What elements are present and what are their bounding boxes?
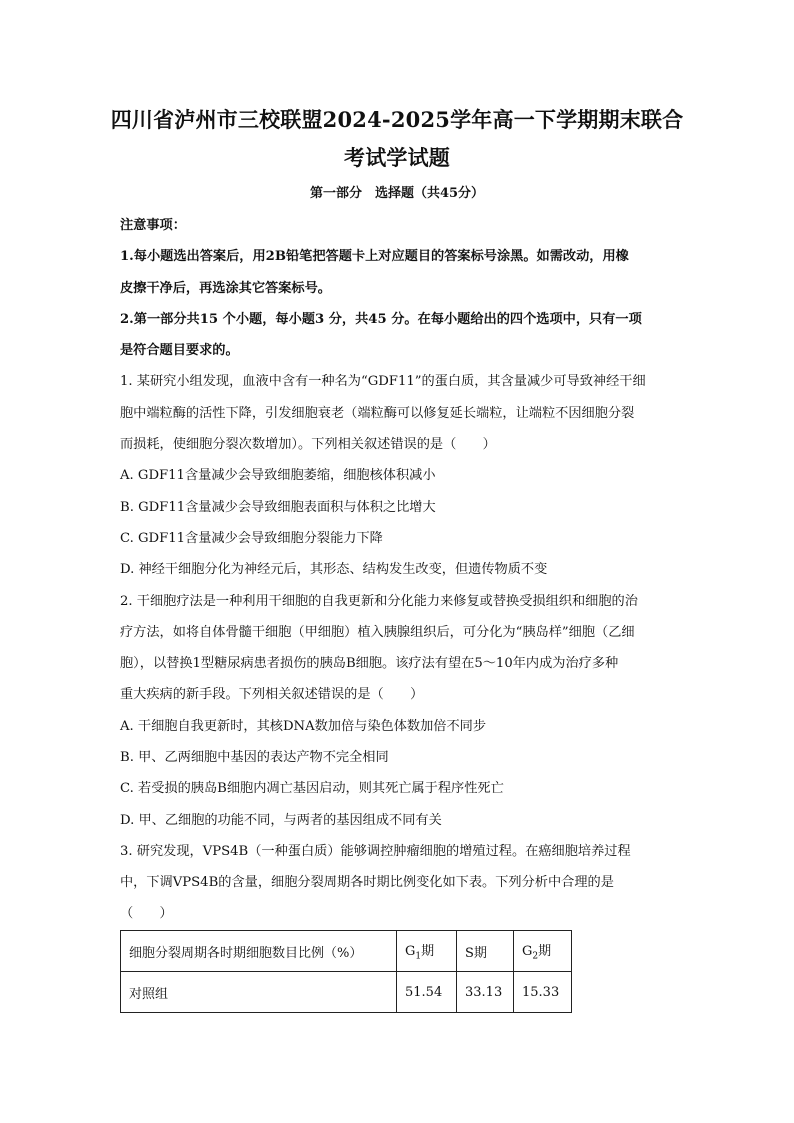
table-header-row	[121, 931, 572, 972]
q2-option-a: A. 干细胞自我更新时，其核DNA数加倍与染色体数加倍不同步	[120, 719, 487, 734]
q2-option-c: C. 若受损的胰岛B细胞内凋亡基因启动，则其死亡属于程序性死亡	[120, 781, 504, 796]
q1-stem-line-3: 而损耗，使细胞分裂次数增加）。下列相关叙述错误的是（ ）	[120, 437, 496, 452]
q1-stem-line-1: 1. 某研究小组发现，血液中含有一种名为“GDF11”的蛋白质，其含量减少可导致神经干细	[120, 374, 646, 389]
q3-stem-line-3: （ ）	[120, 906, 173, 921]
cell-cycle-table	[120, 930, 572, 1013]
notice-item-2-line-2: 是符合题目要求的。	[120, 343, 239, 358]
exam-title-line2: 考试学试题	[344, 145, 450, 170]
q1-option-c: C. GDF11含量减少会导致细胞分裂能力下降	[120, 531, 383, 546]
notice-item-1-line-1: 1.每小题选出答案后，用2B铅笔把答题卡上对应题目的答案标号涂黑。如需改动，用橡	[120, 249, 629, 264]
table-row-label: 对照组	[121, 972, 397, 1013]
g2-subscript: 2	[532, 951, 539, 962]
table-row	[121, 972, 572, 1013]
g1-subscript: 1	[415, 951, 422, 962]
table-cell-g2: 15.33	[514, 972, 572, 1013]
g1-letter: G	[405, 944, 416, 960]
q2-stem-line-4: 重大疾病的新手段。下列相关叙述错误的是（ ）	[120, 687, 424, 702]
g1-suffix: 期	[421, 944, 435, 960]
q3-stem-line-2: 中，下调VPS4B的含量，细胞分裂周期各时期比例变化如下表。下列分析中合理的是	[120, 875, 614, 890]
table-cell-g1: 51.54	[397, 972, 457, 1013]
q2-stem-line-2: 疗方法，如将自体骨髓干细胞（甲细胞）植入胰腺组织后，可分化为“胰岛样”细胞（乙细	[120, 625, 635, 640]
q2-option-b: B. 甲、乙两细胞中基因的表达产物不完全相同	[120, 750, 389, 765]
notice-item-1-line-2: 皮擦干净后，再选涂其它答案标号。	[120, 281, 331, 296]
table-header-s: S期	[457, 931, 514, 972]
q2-stem-line-3: 胞），以替换1型糖尿病患者损伤的胰岛B细胞。该疗法有望在5～10年内成为治疗多种	[120, 656, 619, 671]
q2-stem-line-1: 2. 干细胞疗法是一种利用干细胞的自我更新和分化能力来修复或替换受损组织和细胞的治	[120, 594, 638, 609]
table-cell-s: 33.13	[457, 972, 514, 1013]
q3-stem-line-1: 3. 研究发现，VPS4B（一种蛋白质）能够调控肿瘤细胞的增殖过程。在癌细胞培养过程	[120, 844, 631, 859]
q1-option-d: D. 神经干细胞分化为神经元后，其形态、结构发生改变，但遗传物质不变	[120, 562, 548, 577]
exam-title-line1: 四川省泸州市三校联盟2024-2025学年高一下学期期末联合	[110, 107, 684, 132]
notice-item-2-line-1: 2.第一部分共15 个小题，每小题3 分，共45 分。在每小题给出的四个选项中，只有一项	[120, 312, 642, 327]
g2-suffix: 期	[538, 944, 552, 960]
q2-option-d: D. 甲、乙细胞的功能不同，与两者的基因组成不同有关	[120, 813, 442, 828]
table-header-g2	[514, 931, 572, 972]
section-heading: 第一部分 选择题（共45分）	[309, 186, 485, 201]
g2-letter: G	[522, 944, 533, 960]
table-header-g1	[397, 931, 457, 972]
q1-option-b: B. GDF11含量减少会导致细胞表面积与体积之比增大	[120, 500, 436, 515]
q1-option-a: A. GDF11含量减少会导致细胞萎缩，细胞核体积减小	[120, 468, 436, 483]
table-header-label: 细胞分裂周期各时期细胞数目比例（%）	[121, 931, 397, 972]
q1-stem-line-2: 胞中端粒酶的活性下降，引发细胞衰老（端粒酶可以修复延长端粒，让端粒不因细胞分裂	[120, 406, 635, 421]
notice-heading: 注意事项：	[120, 218, 186, 233]
